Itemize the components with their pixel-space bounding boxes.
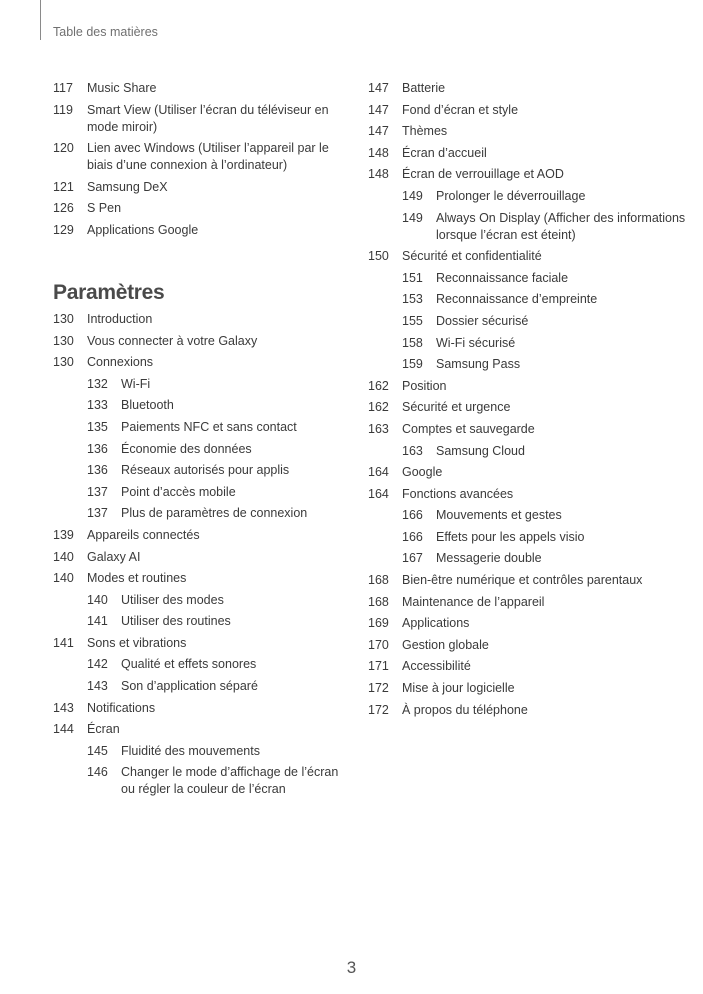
toc-entry-label: Écran <box>87 722 120 737</box>
toc-entry-page: 148 <box>368 167 389 182</box>
toc-entry[interactable] <box>53 376 343 393</box>
toc-entry[interactable] <box>368 145 698 162</box>
toc-entry[interactable] <box>53 678 343 695</box>
toc-entry[interactable] <box>368 680 698 697</box>
running-header: Table des matières <box>53 25 158 39</box>
toc-entry-page: 142 <box>87 657 108 672</box>
toc-entry[interactable] <box>53 592 343 609</box>
toc-entry[interactable] <box>368 399 698 416</box>
toc-entry[interactable] <box>53 222 343 239</box>
toc-entry-label: Reconnaissance faciale <box>436 270 569 285</box>
toc-entry[interactable] <box>368 166 698 183</box>
toc-entry[interactable] <box>368 291 698 308</box>
toc-entry-page: 126 <box>53 201 74 216</box>
toc-entry[interactable] <box>368 248 698 265</box>
toc-entry-label: Écran d’accueil <box>402 145 487 160</box>
toc-entry-label: Thèmes <box>402 124 448 139</box>
toc-entry-page: 163 <box>402 443 423 458</box>
toc-entry-page: 148 <box>368 145 389 160</box>
toc-entry-page: 166 <box>402 508 423 523</box>
toc-entry-label: Wi-Fi <box>121 376 151 391</box>
toc-entry[interactable] <box>53 419 343 436</box>
toc-entry-label: Samsung Cloud <box>436 443 525 458</box>
toc-entry[interactable] <box>368 572 698 589</box>
toc-entry-page: 147 <box>368 124 389 139</box>
toc-entry-label: Qualité et effets sonores <box>121 657 257 672</box>
toc-entry-label: Bien-être numérique et contrôles parentaux <box>402 573 643 588</box>
toc-entry-page: 170 <box>368 637 389 652</box>
toc-entry[interactable] <box>53 354 343 371</box>
toc-entry-page: 155 <box>402 313 423 328</box>
toc-entry[interactable] <box>368 507 698 524</box>
toc-entry-label: Smart View (Utiliser l’écran du téléviseur en mode miroir) <box>87 102 329 134</box>
toc-right-column <box>368 80 698 723</box>
toc-entry[interactable] <box>53 656 343 673</box>
toc-entry-label: Dossier sécurisé <box>436 313 529 328</box>
toc-entry-page: 135 <box>87 419 108 434</box>
toc-entry-label: Paiements NFC et sans contact <box>121 419 297 434</box>
toc-entry[interactable] <box>368 615 698 632</box>
toc-entry[interactable] <box>368 421 698 438</box>
toc-entry[interactable] <box>53 484 343 501</box>
toc-entry-label: Appareils connectés <box>87 527 200 542</box>
toc-entry-label: Mise à jour logicielle <box>402 681 515 696</box>
toc-entry[interactable] <box>53 140 343 174</box>
toc-entry-label: Effets pour les appels visio <box>436 529 585 544</box>
toc-entry-label: Son d’application séparé <box>121 679 258 694</box>
toc-entry-label: Connexions <box>87 355 154 370</box>
toc-entry[interactable] <box>368 658 698 675</box>
toc-entry-page: 159 <box>402 357 423 372</box>
toc-entry-label: Mouvements et gestes <box>436 508 562 523</box>
toc-entry[interactable] <box>368 594 698 611</box>
toc-entry[interactable] <box>368 702 698 719</box>
toc-entry-label: Samsung DeX <box>87 179 168 194</box>
toc-entry-page: 139 <box>53 527 74 542</box>
toc-entry-page: 151 <box>402 270 423 285</box>
toc-entry-label: Prolonger le déverrouillage <box>436 188 586 203</box>
toc-entry-label: Reconnaissance d’empreinte <box>436 292 598 307</box>
toc-entry[interactable] <box>53 311 343 328</box>
toc-entry-page: 164 <box>368 465 389 480</box>
toc-entry-page: 121 <box>53 179 74 194</box>
toc-entry-page: 144 <box>53 722 74 737</box>
toc-entry-label: Accessibilité <box>402 659 471 674</box>
toc-entry-label: Fond d’écran et style <box>402 102 519 117</box>
toc-entry-page: 169 <box>368 616 389 631</box>
toc-entry-label: Music Share <box>87 81 157 95</box>
toc-entry[interactable] <box>368 550 698 567</box>
toc-entry[interactable] <box>53 441 343 458</box>
toc-entry-page: 136 <box>87 441 108 456</box>
toc-entry[interactable] <box>368 210 698 244</box>
toc-entry[interactable] <box>53 333 343 350</box>
toc-entry[interactable] <box>53 80 343 97</box>
toc-entry-page: 158 <box>402 335 423 350</box>
toc-entry-label: Vous connecter à votre Galaxy <box>87 333 258 348</box>
toc-entry-label: Wi-Fi sécurisé <box>436 335 516 350</box>
toc-entry-page: 147 <box>368 102 389 117</box>
toc-right-entries <box>368 80 698 719</box>
toc-entry[interactable] <box>368 313 698 330</box>
toc-entry-label: Lien avec Windows (Utiliser l’appareil par le biais d’une connexion à l’ordinateur) <box>87 141 329 173</box>
toc-entry[interactable] <box>368 270 698 287</box>
toc-entry-label: Maintenance de l’appareil <box>402 594 545 609</box>
toc-entry-label: Gestion globale <box>402 637 489 652</box>
toc-entry-label: Fluidité des mouvements <box>121 743 260 758</box>
toc-entry-page: 171 <box>368 659 389 674</box>
toc-entry[interactable] <box>53 505 343 522</box>
toc-entry-label: Modes et routines <box>87 571 187 586</box>
toc-entry[interactable] <box>368 188 698 205</box>
toc-entry[interactable] <box>368 529 698 546</box>
toc-entry-page: 119 <box>53 102 73 117</box>
toc-entry-page: 137 <box>87 506 108 521</box>
toc-entry[interactable] <box>53 462 343 479</box>
toc-entry-page: 140 <box>53 571 74 586</box>
toc-entry[interactable] <box>368 486 698 503</box>
toc-entry-page: 162 <box>368 378 389 393</box>
toc-entry-label: Galaxy AI <box>87 549 141 564</box>
toc-entry[interactable] <box>368 464 698 481</box>
toc-left-column <box>53 80 343 803</box>
toc-entry-label: Bluetooth <box>121 398 174 413</box>
toc-entry-page: 140 <box>87 592 108 607</box>
toc-entry-page: 130 <box>53 333 74 348</box>
toc-entry-label: Utiliser des routines <box>121 614 231 629</box>
toc-entry-page: 162 <box>368 400 389 415</box>
toc-entry-label: Plus de paramètres de connexion <box>121 506 308 521</box>
toc-entry-page: 141 <box>87 614 108 629</box>
toc-entry-label: À propos du téléphone <box>402 702 528 717</box>
toc-entry-label: Sécurité et confidentialité <box>402 249 542 264</box>
toc-entry-page: 146 <box>87 765 108 780</box>
toc-entry-page: 168 <box>368 573 389 588</box>
toc-entry-page: 172 <box>368 702 389 717</box>
section-title: Paramètres <box>53 280 165 304</box>
toc-entry-page: 150 <box>368 249 389 264</box>
toc-entry-label: Notifications <box>87 700 156 715</box>
toc-entry[interactable] <box>368 443 698 460</box>
toc-entry-page: 130 <box>53 355 74 370</box>
toc-entry-label: Google <box>402 465 443 480</box>
toc-entry[interactable] <box>53 200 343 217</box>
toc-entry-label: Samsung Pass <box>436 357 521 372</box>
toc-entry-label: Point d’accès mobile <box>121 484 236 499</box>
toc-entry[interactable] <box>368 356 698 373</box>
toc-entry-page: 164 <box>368 486 389 501</box>
toc-entry[interactable] <box>53 743 343 760</box>
toc-entry-label: Applications <box>402 616 470 631</box>
toc-entry-label: Messagerie double <box>436 551 542 566</box>
toc-entry-page: 149 <box>402 210 423 225</box>
toc-entry-page: 117 <box>53 81 73 95</box>
toc-entry-label: Position <box>402 378 447 393</box>
toc-entry-page: 153 <box>402 292 423 307</box>
toc-section-entries <box>53 311 343 798</box>
toc-entry-label: Applications Google <box>87 222 199 237</box>
toc-entry-label: Sécurité et urgence <box>402 400 511 415</box>
toc-entry[interactable] <box>53 527 343 544</box>
toc-entry[interactable] <box>53 397 343 414</box>
toc-entry[interactable] <box>53 179 343 196</box>
toc-entry-label: Batterie <box>402 81 446 95</box>
toc-entry-page: 143 <box>53 700 74 715</box>
toc-entry[interactable] <box>368 102 698 119</box>
toc-entry-page: 130 <box>53 311 74 326</box>
toc-entry[interactable] <box>53 102 343 136</box>
toc-entry-page: 143 <box>87 679 108 694</box>
toc-entry[interactable] <box>53 549 343 566</box>
header-divider-line <box>40 0 41 40</box>
toc-entry-page: 120 <box>53 141 74 156</box>
toc-entry[interactable] <box>53 700 343 717</box>
toc-entry-page: 167 <box>402 551 423 566</box>
toc-entry-page: 136 <box>87 463 108 478</box>
toc-entry-label: Utiliser des modes <box>121 592 224 607</box>
toc-entry[interactable] <box>368 378 698 395</box>
toc-entry[interactable] <box>53 613 343 630</box>
toc-entry-label: Écran de verrouillage et AOD <box>402 167 564 182</box>
toc-top-entries <box>53 80 343 239</box>
toc-entry[interactable] <box>53 635 343 652</box>
toc-entry[interactable] <box>53 764 343 798</box>
toc-entry-page: 145 <box>87 743 108 758</box>
toc-entry[interactable] <box>368 80 698 97</box>
toc-entry-label: Réseaux autorisés pour applis <box>121 463 290 478</box>
toc-entry-label: Fonctions avancées <box>402 486 514 501</box>
toc-entry-page: 149 <box>402 188 423 203</box>
toc-entry-page: 137 <box>87 484 108 499</box>
toc-entry-page: 163 <box>368 421 389 436</box>
toc-entry-label: Introduction <box>87 311 153 326</box>
toc-entry-label: Sons et vibrations <box>87 635 187 650</box>
toc-entry-label: Comptes et sauvegarde <box>402 421 535 436</box>
toc-entry-page: 168 <box>368 594 389 609</box>
toc-entry[interactable] <box>368 637 698 654</box>
toc-entry-label: Économie des données <box>121 441 252 456</box>
toc-entry-label: Always On Display (Afficher des informations lorsque l’écran est éteint) <box>436 210 686 242</box>
toc-entry[interactable] <box>368 335 698 352</box>
toc-entry[interactable] <box>53 721 343 738</box>
page-number: 3 <box>346 958 357 977</box>
toc-entry-label: S Pen <box>87 201 122 216</box>
toc-entry-page: 141 <box>53 635 74 650</box>
toc-entry-page: 129 <box>53 222 74 237</box>
toc-entry-page: 166 <box>402 529 423 544</box>
toc-entry-page: 133 <box>87 398 108 413</box>
toc-entry-label: Changer le mode d’affichage de l’écran ou régler la couleur de l’écran <box>121 765 339 797</box>
toc-entry-page: 132 <box>87 376 108 391</box>
toc-entry[interactable] <box>53 570 343 587</box>
toc-entry-page: 140 <box>53 549 74 564</box>
toc-entry-page: 172 <box>368 681 389 696</box>
toc-entry-page: 147 <box>368 81 389 95</box>
toc-entry[interactable] <box>368 123 698 140</box>
